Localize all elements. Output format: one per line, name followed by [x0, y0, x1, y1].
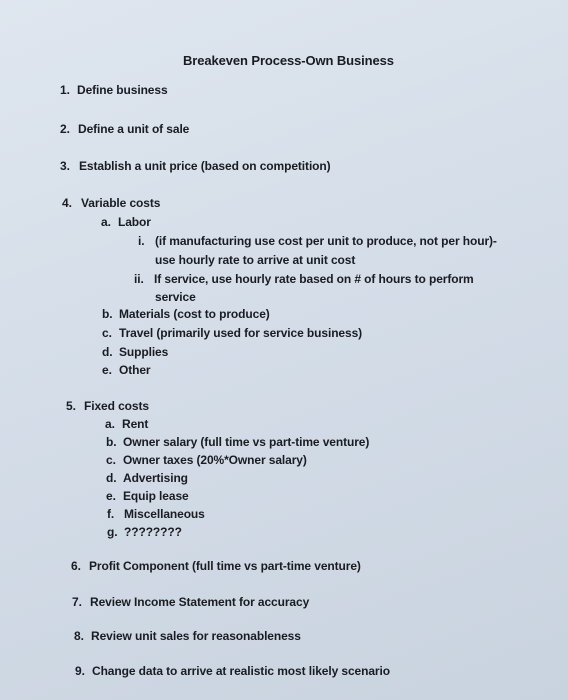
step-2 [60, 122, 189, 137]
step-number: b. [106, 435, 117, 449]
step-text: Other [119, 363, 151, 377]
step-8 [74, 629, 301, 644]
step-text: Miscellaneous [124, 507, 205, 521]
step-text: Owner taxes (20%*Owner salary) [123, 453, 307, 467]
step-4 [62, 196, 160, 211]
step-text: Define a unit of sale [78, 122, 190, 136]
step-number: a. [105, 417, 115, 431]
step-text: Travel (primarily used for service business) [119, 326, 363, 340]
step-number: d. [102, 345, 113, 359]
step-text: Establish a unit price (based on competition) [79, 159, 331, 173]
step-text: Owner salary (full time vs part-time venture) [123, 435, 370, 449]
step-number: 3. [60, 159, 70, 173]
step-4c [102, 326, 362, 341]
step-text: Fixed costs [84, 399, 149, 413]
step-5g [107, 525, 182, 540]
step-text: Equip lease [123, 489, 189, 503]
step-text: Define business [77, 83, 168, 97]
step-4d [102, 345, 168, 360]
step-number: 1. [60, 83, 70, 97]
step-text: (if manufacturing use cost per unit to produce, not per hour)- [155, 234, 497, 248]
step-text: Materials (cost to produce) [119, 307, 270, 321]
step-text: Profit Component (full time vs part-time venture) [89, 559, 361, 573]
step-text: Review Income Statement for accuracy [90, 595, 310, 609]
step-number: i. [138, 234, 145, 248]
step-5 [66, 399, 149, 414]
step-text: If service, use hourly rate based on # of hours to perform [154, 272, 474, 286]
step-text: Review unit sales for reasonableness [91, 629, 301, 643]
step-number: 4. [62, 196, 72, 210]
step-4b [102, 307, 270, 322]
step-number: c. [102, 326, 112, 340]
step-3 [60, 159, 331, 174]
step-number: 6. [71, 559, 81, 573]
step-5d [106, 471, 188, 486]
step-9 [75, 664, 390, 679]
document-title: Breakeven Process-Own Business [183, 53, 394, 68]
step-4a [101, 215, 151, 230]
step-7 [72, 595, 309, 610]
step-text: Supplies [119, 345, 169, 359]
step-number: ii. [134, 272, 144, 286]
step-number: e. [106, 489, 116, 503]
step-4a-ii-line2: service [155, 290, 196, 304]
step-5c [106, 453, 307, 468]
step-number: 2. [60, 122, 70, 136]
step-text: Advertising [123, 471, 188, 485]
step-number: 5. [66, 399, 76, 413]
step-text: Variable costs [81, 196, 161, 210]
step-4a-i-line2: use hourly rate to arrive at unit cost [155, 253, 356, 267]
step-text: Change data to arrive at realistic most likely scenario [92, 664, 390, 678]
step-6 [71, 559, 361, 574]
step-number: 8. [74, 629, 84, 643]
step-number: e. [102, 363, 112, 377]
step-number: 9. [75, 664, 85, 678]
step-text: Rent [122, 417, 149, 431]
step-1 [60, 83, 168, 98]
step-4e [102, 363, 151, 378]
step-4a-ii-line1 [134, 272, 474, 287]
step-5e [106, 489, 189, 504]
step-number: b. [102, 307, 113, 321]
step-5a [105, 417, 148, 432]
step-number: a. [101, 215, 111, 229]
step-4a-i-line1 [138, 234, 497, 249]
step-number: c. [106, 453, 116, 467]
step-5b [106, 435, 369, 450]
step-text: ???????? [124, 525, 182, 539]
step-number: g. [107, 525, 118, 539]
step-5f [107, 507, 205, 522]
step-number: f. [107, 507, 115, 521]
step-number: 7. [72, 595, 82, 609]
step-text: Labor [118, 215, 151, 229]
step-number: d. [106, 471, 117, 485]
